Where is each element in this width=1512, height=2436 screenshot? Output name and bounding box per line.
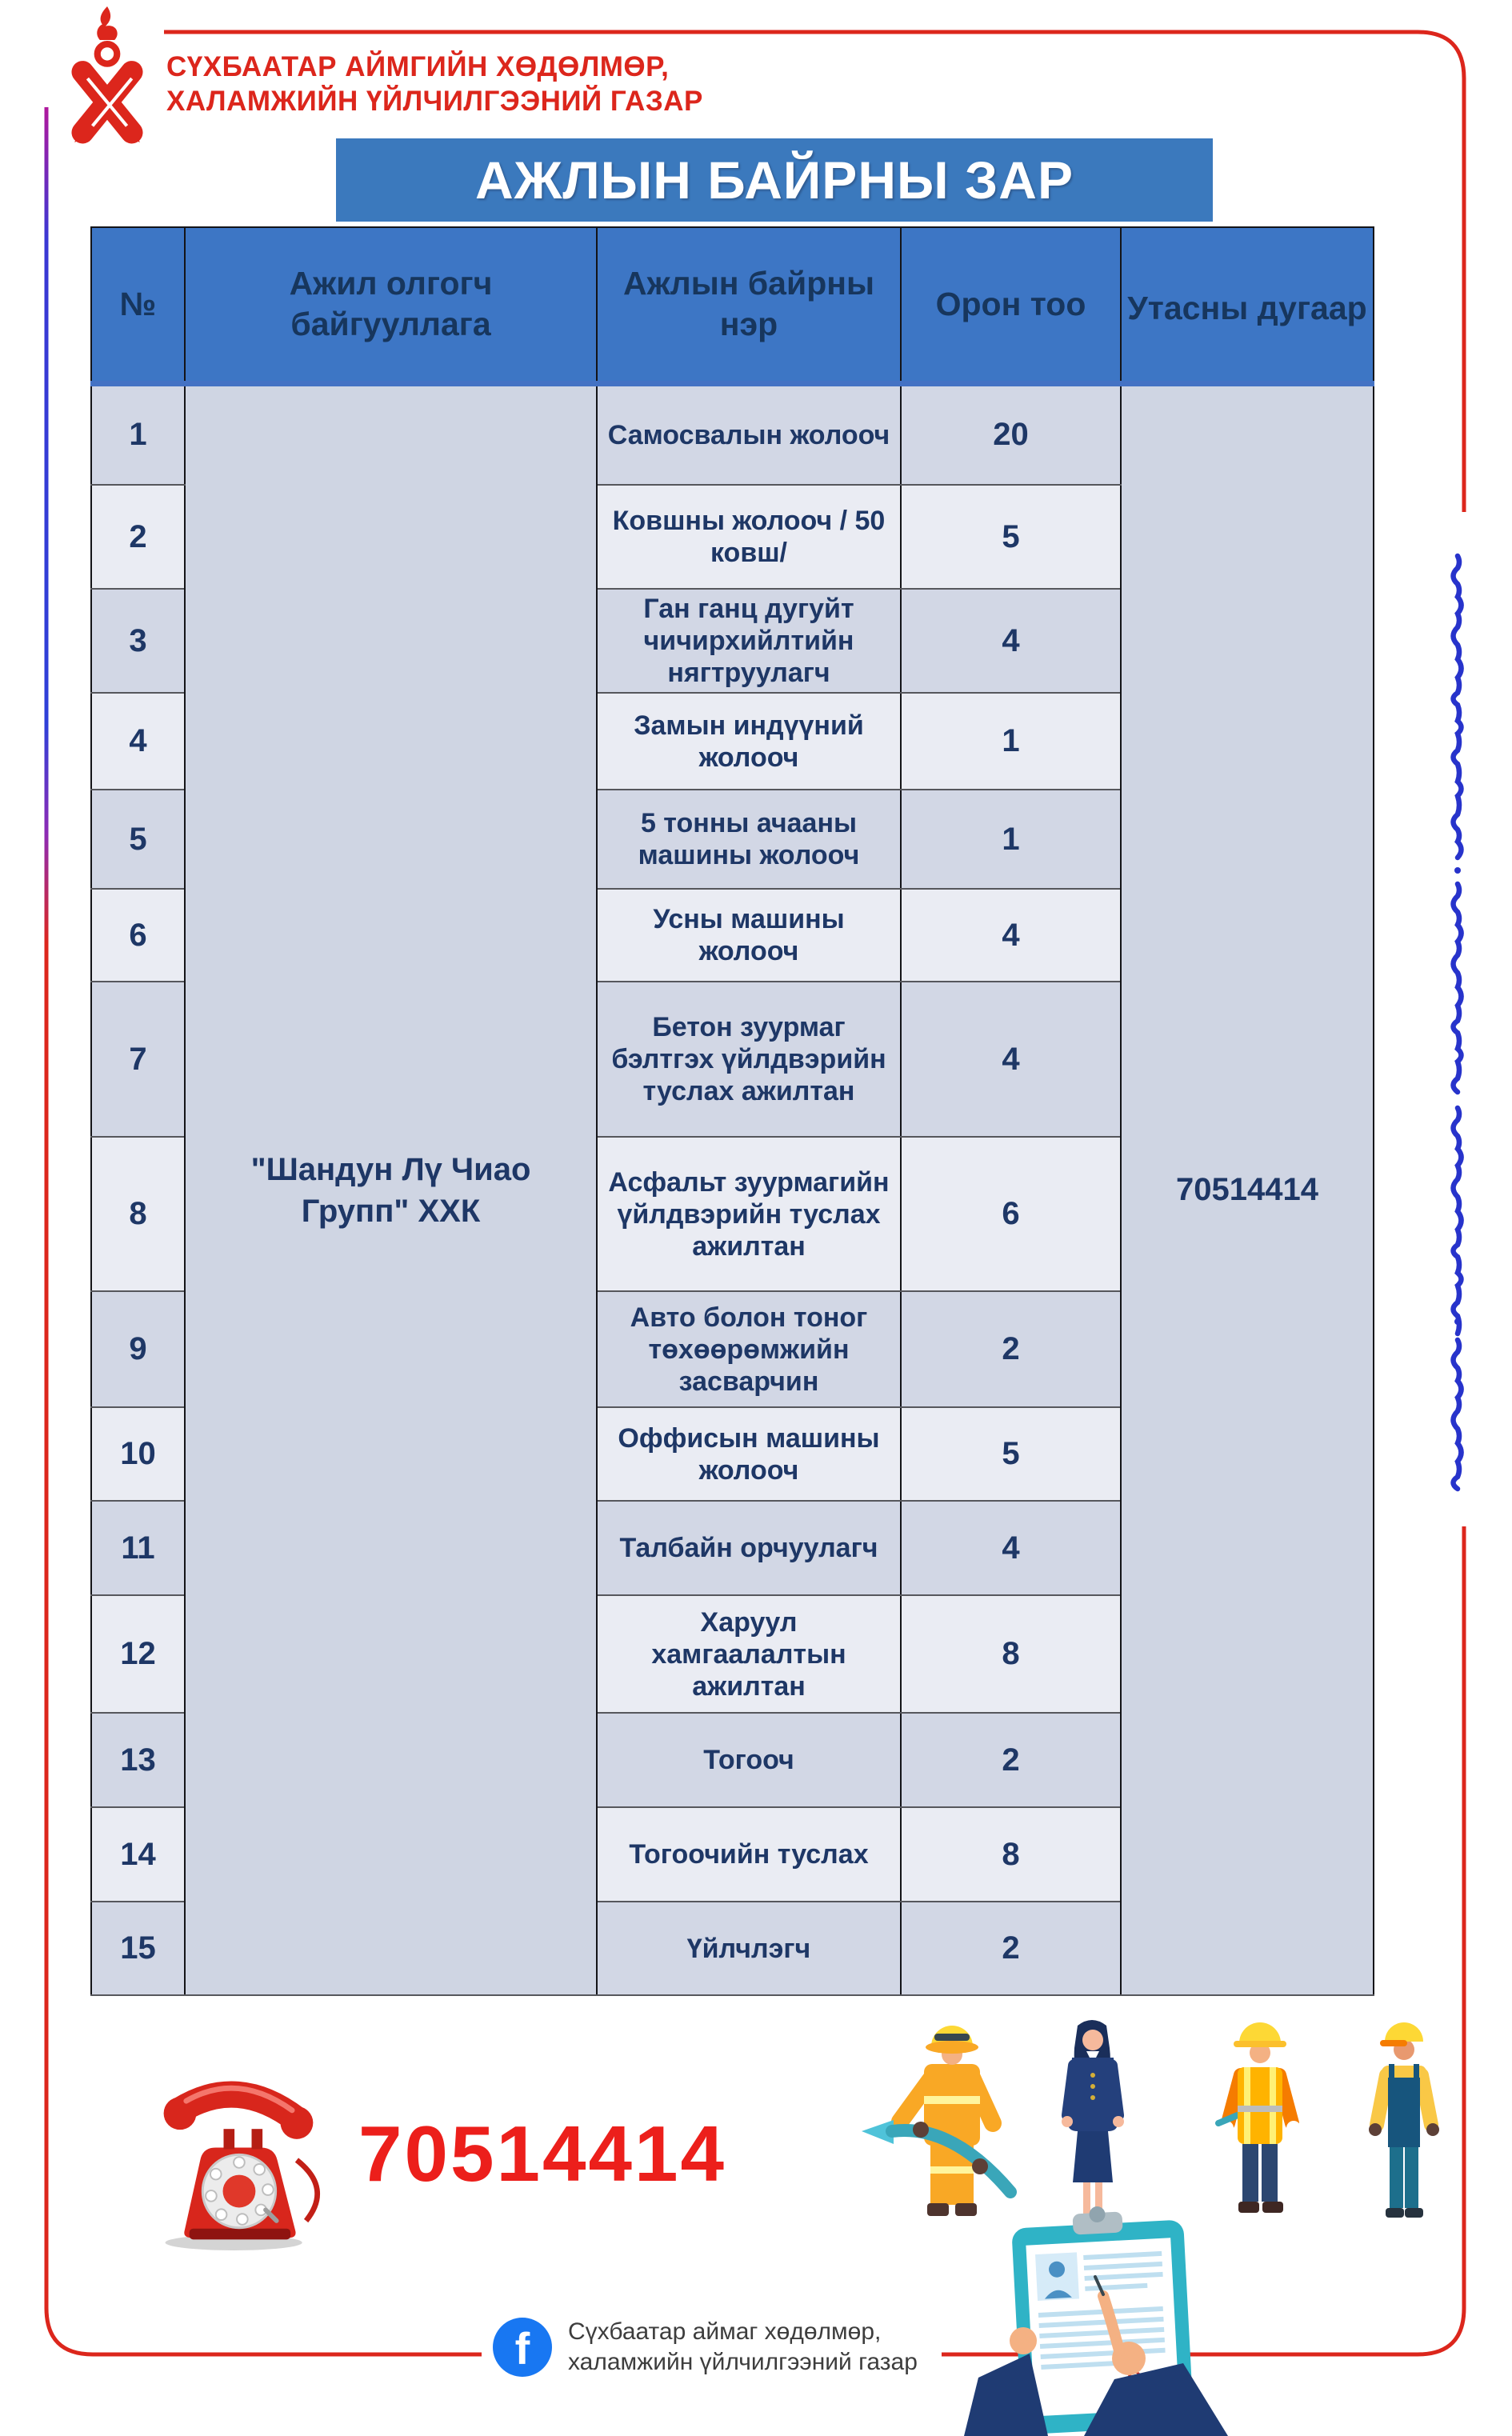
row-number: 1 bbox=[91, 383, 185, 485]
job-title-cell: Ган ганц дугуйт чичирхийлтийн нягтруулагч bbox=[597, 589, 901, 693]
job-title-cell: Самосвалын жолооч bbox=[597, 383, 901, 485]
row-number: 13 bbox=[91, 1713, 185, 1807]
col-header-number: № bbox=[91, 227, 185, 383]
vacancies-table bbox=[90, 226, 1374, 1996]
footer-org-name bbox=[568, 2317, 918, 2377]
job-title-cell: Тогооч bbox=[597, 1713, 901, 1807]
vacancy-count-cell: 4 bbox=[901, 589, 1121, 693]
row-number: 7 bbox=[91, 982, 185, 1137]
row-number: 6 bbox=[91, 889, 185, 982]
mongolian-script-icon bbox=[1434, 512, 1483, 1526]
vacancy-count-cell: 5 bbox=[901, 485, 1121, 589]
page-title: АЖЛЫН БАЙРНЫ ЗАР bbox=[475, 150, 1074, 210]
col-header-phone: Утасны дугаар bbox=[1121, 227, 1374, 383]
footer bbox=[482, 2310, 942, 2385]
vacancy-count-cell: 4 bbox=[901, 1501, 1121, 1595]
vacancy-count-cell: 5 bbox=[901, 1407, 1121, 1501]
row-number: 5 bbox=[91, 790, 185, 889]
footer-line1: Сүхбаатар аймаг хөдөлмөр, bbox=[568, 2318, 882, 2345]
job-title-cell: Ковшны жолооч / 50 ковш/ bbox=[597, 485, 901, 589]
col-header-job: Ажлын байрны нэр bbox=[597, 227, 901, 383]
job-title-cell: Тогоочийн туслах bbox=[597, 1807, 901, 1902]
job-title-cell: Замын индүүний жолооч bbox=[597, 693, 901, 790]
org-name bbox=[166, 50, 703, 119]
org-name-line2: ХАЛАМЖИЙН ҮЙЛЧИЛГЭЭНИЙ ГАЗАР bbox=[166, 86, 703, 118]
contact-phone-number: 70514414 bbox=[358, 2110, 727, 2198]
job-title-cell: Харуул хамгаалалтын ажилтан bbox=[597, 1595, 901, 1713]
job-title-cell: Оффисын машины жолооч bbox=[597, 1407, 901, 1501]
vacancy-count-cell: 8 bbox=[901, 1807, 1121, 1902]
vacancy-count-cell: 4 bbox=[901, 982, 1121, 1137]
vacancy-count-cell: 20 bbox=[901, 383, 1121, 485]
vacancy-count-cell: 1 bbox=[901, 693, 1121, 790]
mongolian-script-strip bbox=[1434, 512, 1483, 1526]
org-emblem-icon bbox=[58, 5, 157, 146]
job-title-cell: Талбайн орчуулагч bbox=[597, 1501, 901, 1595]
job-title-cell: Авто болон тоног төхөөрөмжийн засварчин bbox=[597, 1291, 901, 1407]
table-header-row bbox=[91, 227, 1374, 383]
table-row bbox=[91, 383, 1374, 485]
vacancy-count-cell: 2 bbox=[901, 1291, 1121, 1407]
vacancy-count-cell: 6 bbox=[901, 1137, 1121, 1291]
facebook-icon bbox=[493, 2318, 552, 2377]
vacancy-count-cell: 8 bbox=[901, 1595, 1121, 1713]
col-header-employer: Ажил олгогч байгууллага bbox=[185, 227, 597, 383]
job-title-cell: Бетон зуурмаг бэлтгэх үйлдвэрийн туслах ажилтан bbox=[597, 982, 901, 1137]
job-title-cell: Усны машины жолооч bbox=[597, 889, 901, 982]
col-header-count: Орон тоо bbox=[901, 227, 1121, 383]
vacancy-count-cell: 2 bbox=[901, 1902, 1121, 1995]
flame-shape bbox=[97, 6, 117, 40]
construction-worker-figure bbox=[1218, 2022, 1301, 2213]
row-number: 2 bbox=[91, 485, 185, 589]
org-name-line1: СҮХБААТАР АЙМГИЙН ХӨДӨЛМӨР, bbox=[166, 51, 670, 82]
firefighter-figure bbox=[862, 2026, 1010, 2216]
row-number: 14 bbox=[91, 1807, 185, 1902]
row-number: 8 bbox=[91, 1137, 185, 1291]
red-telephone-icon bbox=[152, 2070, 323, 2256]
employer-cell: "Шандун Лү Чиао Групп" ХХК bbox=[185, 383, 597, 1995]
facebook-letter: f bbox=[514, 2322, 530, 2374]
footer-line2: халамжийн үйлчилгээний газар bbox=[568, 2348, 918, 2375]
page-title-banner bbox=[336, 138, 1213, 222]
row-number: 4 bbox=[91, 693, 185, 790]
row-number: 11 bbox=[91, 1501, 185, 1595]
row-number: 15 bbox=[91, 1902, 185, 1995]
phone-cell: 70514414 bbox=[1121, 383, 1374, 1995]
vacancy-count-cell: 2 bbox=[901, 1713, 1121, 1807]
overalls-worker-figure bbox=[1369, 2022, 1439, 2218]
job-title-cell: Үйлчлэгч bbox=[597, 1902, 901, 1995]
businesswoman-figure bbox=[1062, 2020, 1124, 2237]
job-title-cell: 5 тонны ачааны машины жолооч bbox=[597, 790, 901, 889]
vacancy-count-cell: 1 bbox=[901, 790, 1121, 889]
vacancy-count-cell: 4 bbox=[901, 889, 1121, 982]
row-number: 12 bbox=[91, 1595, 185, 1713]
job-title-cell: Асфальт зуурмагийн үйлдвэрийн туслах ажилтан bbox=[597, 1137, 901, 1291]
row-number: 9 bbox=[91, 1291, 185, 1407]
row-number: 3 bbox=[91, 589, 185, 693]
row-number: 10 bbox=[91, 1407, 185, 1501]
